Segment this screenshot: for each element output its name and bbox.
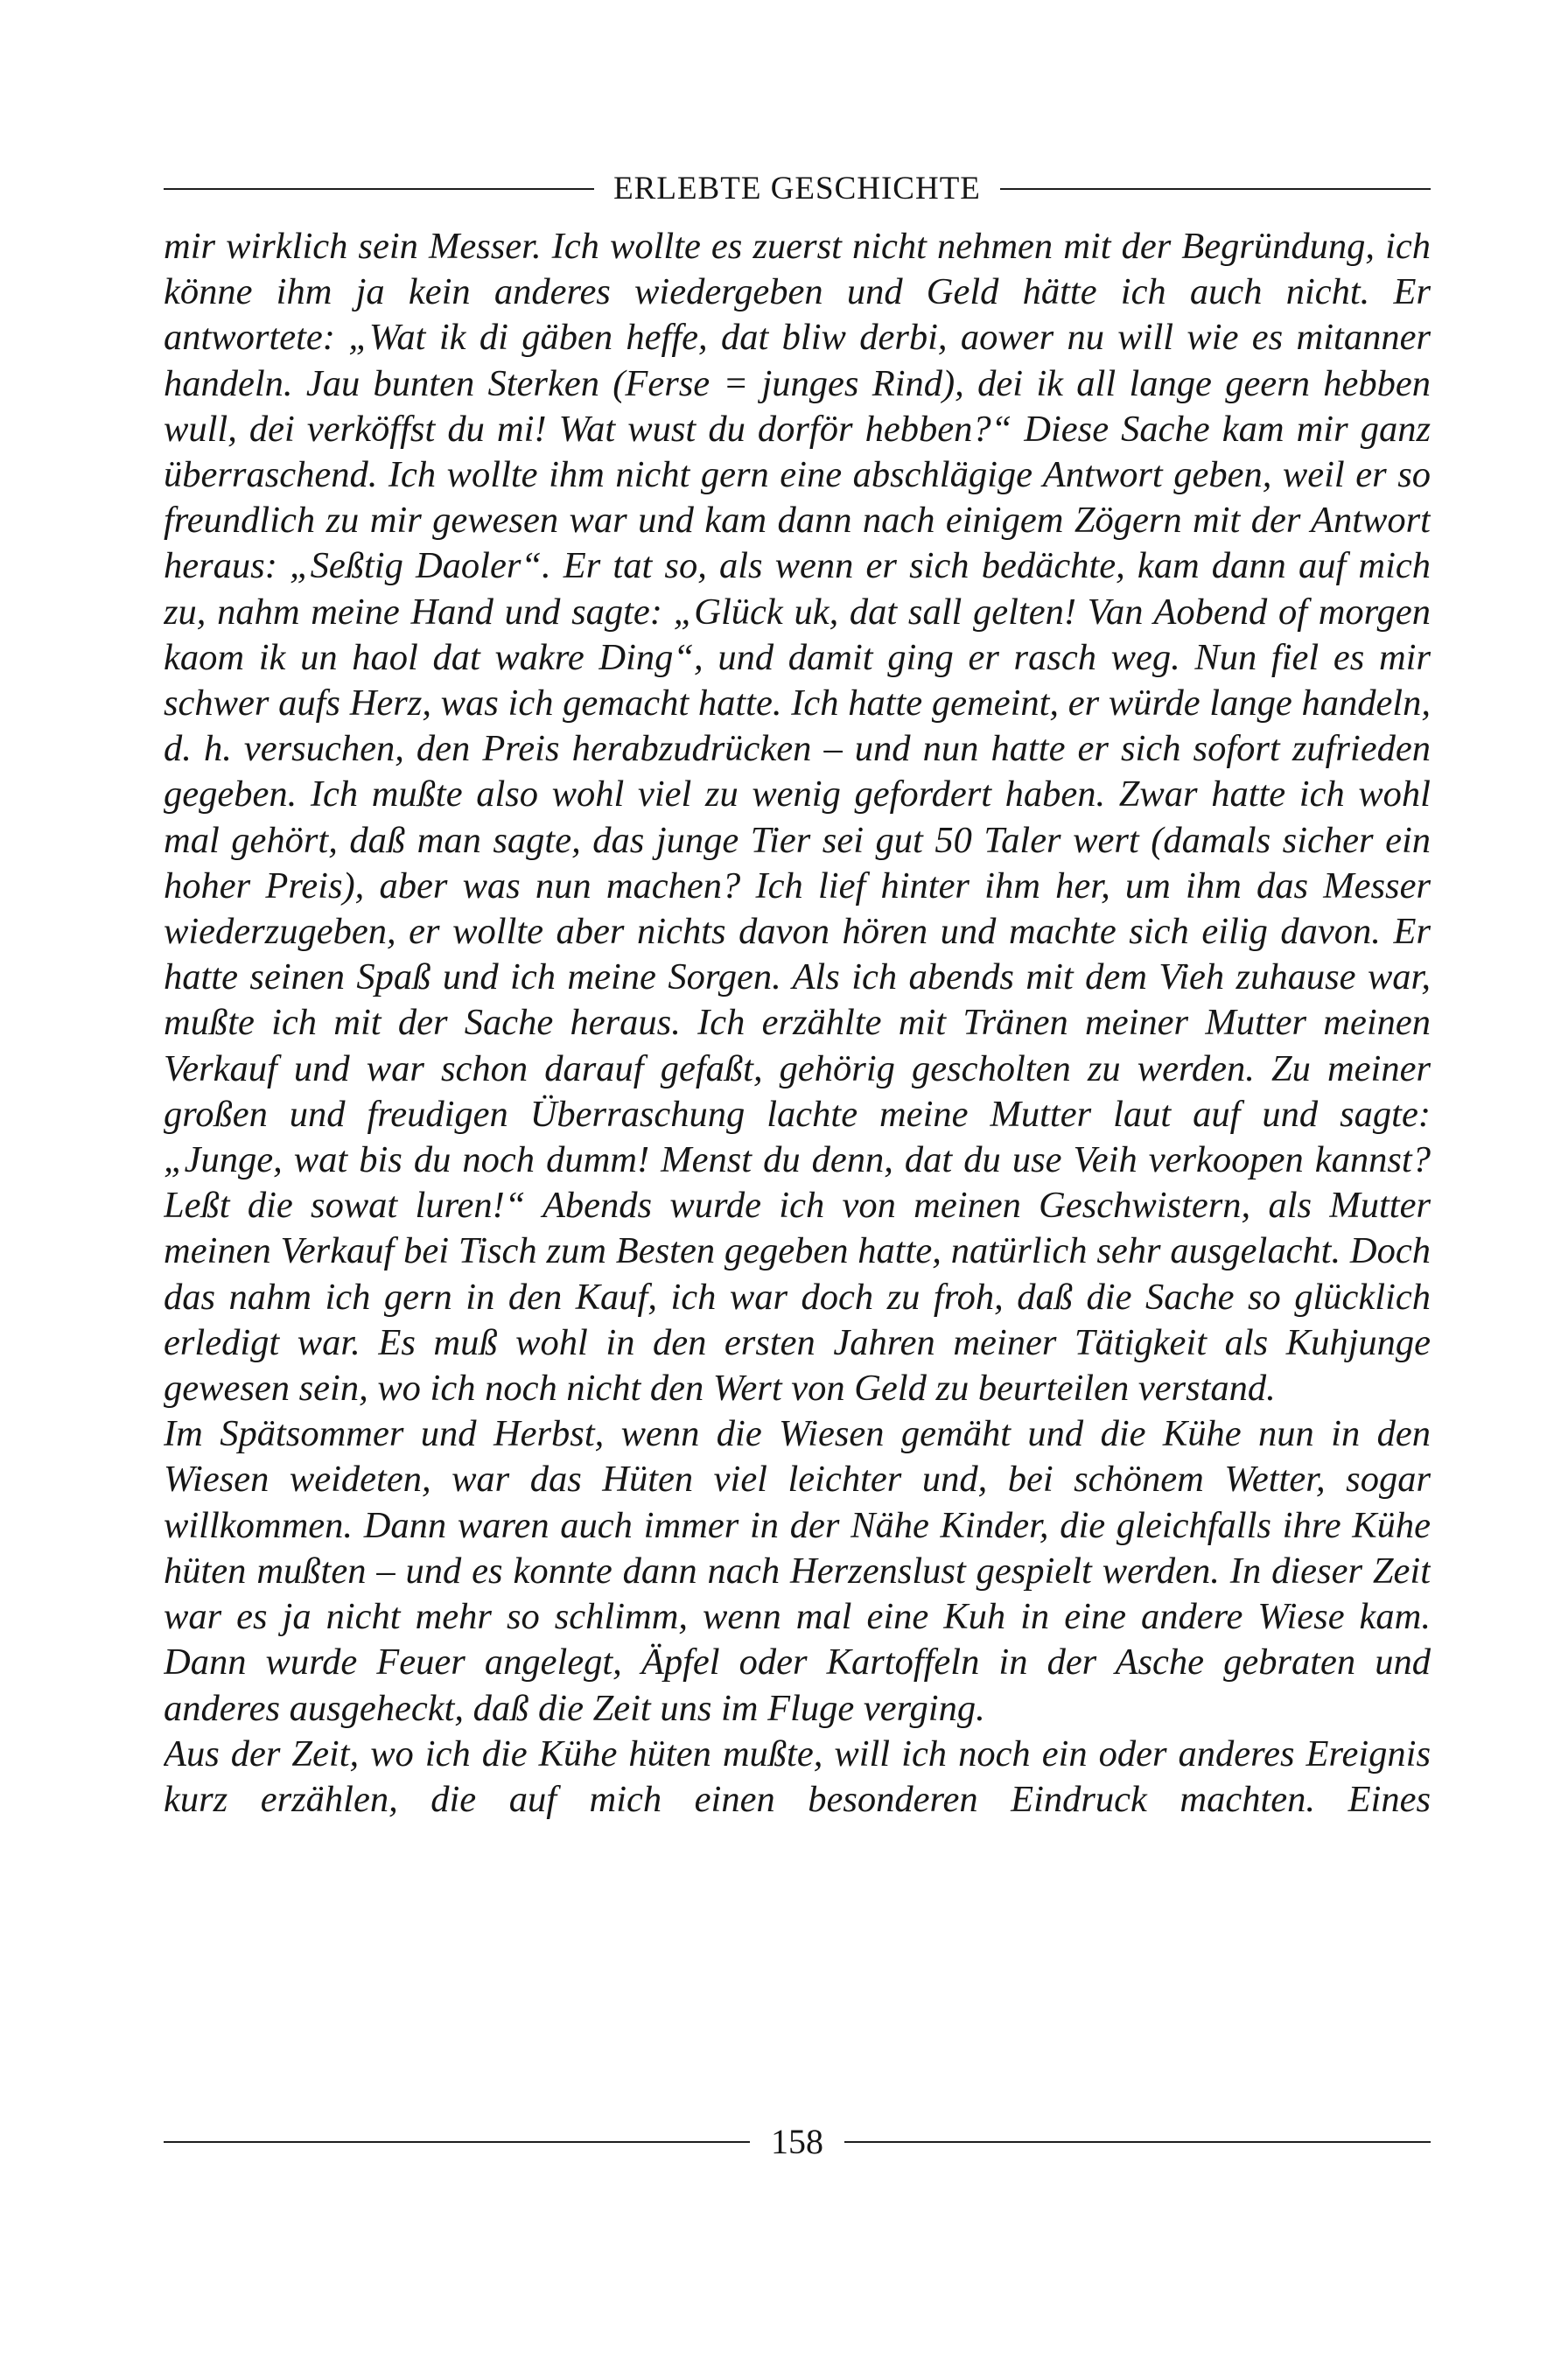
- footer-rule-right: [844, 2141, 1431, 2143]
- paragraph-1: mir wirklich sein Messer. Ich wollte es zuerst nicht nehmen mit der Begründung, ich könne ihm ja kein anderes wiedergeben und Geld hätte ich auch nicht. Er antwortete: „Wat ik di gäben heffe, dat bliw derbi, aower nu will wie es mitanner handeln. Jau bunten Sterken (Ferse = junges Rind), dei ik all lange geern hebben wull, dei verköffst du mi! Wat wust du dorför hebben?“ Diese Sache kam mir ganz überraschend. Ich wollte ihm nicht gern eine abschlägige Antwort geben, weil er so freundlich zu mir gewesen war und kam dann nach einigem Zögern mit der Antwort heraus: „Seßtig Daoler“. Er tat so, als wenn er sich bedächte, kam dann auf mich zu, nahm meine Hand und sagte: „Glück uk, dat sall gelten! Van Aobend of morgen kaom ik un haol dat wakre Ding“, und damit ging er rasch weg. Nun fiel es mir schwer aufs Herz, was ich gemacht hatte. Ich hatte gemeint, er würde lange handeln, d. h. versuchen, den Preis herabzudrücken – und nun hatte er sich sofort zufrieden gegeben. Ich mußte also wohl viel zu wenig gefordert haben. Zwar hatte ich wohl mal gehört, daß man sagte, das junge Tier sei gut 50 Taler wert (damals sicher ein hoher Preis), aber was nun machen? Ich lief hinter ihm her, um ihm das Messer wiederzugeben, er wollte aber nichts davon hören und machte sich eilig davon. Er hatte seinen Spaß und ich meine Sorgen. Als ich abends mit dem Vieh zuhause war, mußte ich mit der Sache heraus. Ich erzählte mit Tränen meiner Mutter meinen Verkauf und war schon darauf gefaßt, gehörig gescholten zu werden. Zu meiner großen und freudigen Überraschung lachte meine Mutter laut auf und sagte: „Junge, wat bis du noch dumm! Menst du denn, dat du use Veih verkoopen kannst? Leßt die sowat luren!“ Abends wurde ich von meinen Geschwistern, als Mutter meinen Verkauf bei Tisch zum Besten gegeben hatte, natürlich sehr ausgelacht. Doch das nahm ich gern in den Kauf, ich war doch zu froh, daß die Sache so glücklich erledigt war. Es muß wohl in den ersten Jahren meiner Tätigkeit als Kuhjunge gewesen sein, wo ich noch nicht den Wert von Geld zu beurteilen verstand.: [164, 226, 1431, 1410]
- page-number: 158: [771, 2122, 823, 2161]
- header-rule-left: [164, 188, 594, 190]
- running-header: [164, 166, 1431, 212]
- footer-rule-left: [164, 2141, 750, 2143]
- running-title: ERLEBTE GESCHICHTE: [613, 171, 981, 206]
- paragraph-2: Im Spätsommer und Herbst, wenn die Wiesen gemäht und die Kühe nun in den Wiesen weideten, war das Hüten viel leichter und, bei schönem Wetter, sogar willkommen. Dann waren auch immer in der Nähe Kinder, die gleichfalls ihre Kühe hüten mußten – und es konnte dann nach Herzenslust gespielt werden. In dieser Zeit war es ja nicht mehr so schlimm, wenn mal eine Kuh in eine andere Wiese kam. Dann wurde Feuer angelegt, Äpfel oder Kartoffeln in der Asche gebraten und anderes ausgeheckt, daß die Zeit uns im Fluge verging.: [164, 1413, 1431, 1729]
- page-footer: [164, 2118, 1431, 2166]
- body-text: [164, 224, 1431, 2105]
- header-rule-right: [1000, 188, 1431, 190]
- paragraph-3: Aus der Zeit, wo ich die Kühe hüten mußte, will ich noch ein oder anderes Ereignis kurz erzählen, die auf mich einen besonderen Eindruck machten. Eines: [164, 1732, 1431, 1820]
